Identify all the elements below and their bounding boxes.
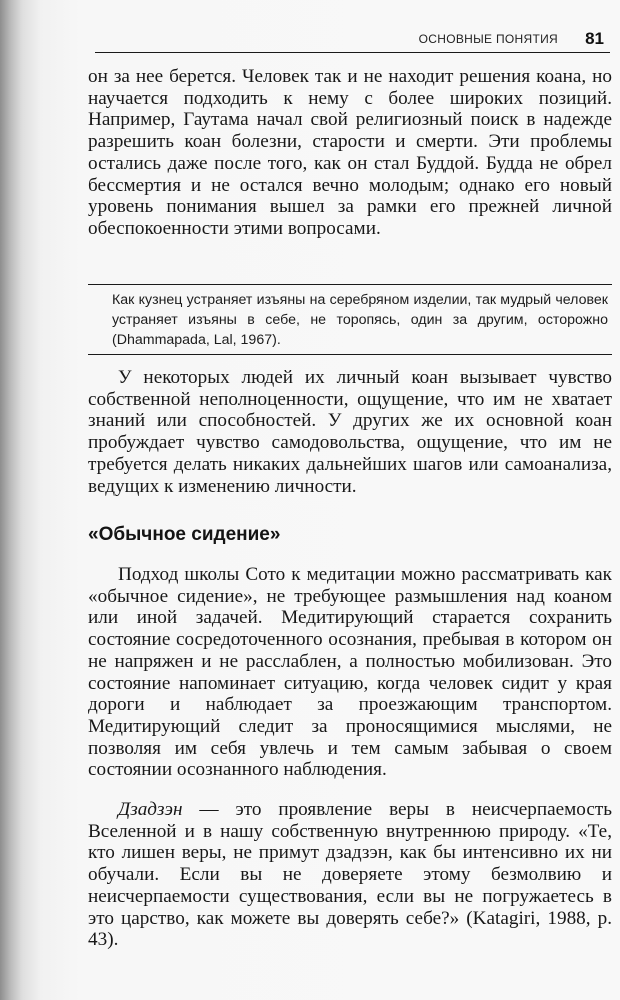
running-head [95, 30, 610, 53]
section-heading: «Обычное сидение» [88, 524, 281, 545]
page-number: 81 [585, 29, 604, 48]
running-head-title: ОСНОВНЫЕ ПОНЯТИЯ [418, 32, 558, 46]
body-paragraph-2: У некоторых людей их личный коан вызывает чувство собственной неполноценности, ощущение, что им не хватает знаний или способностей. У других же их основной коан пробуждает чувство самодовольства, ощущение, что им не требуется делать никаких дальнейших шагов или самоанализа, ведущих к изменению личности. [88, 367, 612, 497]
body-paragraph-3: Подход школы Сото к медитации можно рассматривать как «обычное сидение», не требующее размышления над коаном или иной задачей. Медитирующий старается сохранить состояние сосредоточенного осознания, пребывая в котором он не напряжен и не расслаблен, а полностью мобилизован. Это состояние напоминает ситуацию, когда человек сидит у края дороги и наблюдает за проезжающим транспортом. Медитирующий следит за проносящимися мыслями, не позволяя им себя увлечь и тем самым забывая о своем состоянии осознанного наблюдения. [88, 564, 612, 781]
body-paragraph-1: он за нее берется. Человек так и не находит решения коана, но научается подходить к нему с более широких позиций. Например, Гаутама начал свой религиозный поиск в надежде разрешить коан болезни, старости и смерти. Эти проблемы остались даже после того, как он стал Буддой. Будда не обрел бессмертия и не остался вечно молодым; однако его новый уровень понимания вышел за рамки его прежней личной обеспокоенности этими вопросами. [88, 66, 612, 239]
term-zazen: Дзадзэн [118, 799, 183, 820]
body-paragraph-4 [88, 799, 612, 951]
body-paragraph-4-text: — это проявление веры в неисчерпаемость Вселенной и в нашу собственную внутреннюю природу. «Те, кто лишен веры, не примут дзадзэн, как бы интенсивно их ни обучали. Если вы не доверяете этому безмолвию и неисчерпаемости существования, если вы не погружаетесь в это царство, как можете вы доверять себе?» (Katagiri, 1988, p. 43). [88, 799, 612, 951]
epigraph-quote-box [88, 284, 612, 355]
epigraph-quote-text: Как кузнец устраняет изъяны на серебряном изделии, так мудрый человек устраняет изъяны в себе, не торопясь, один за другим, осторожно (Dhammapada, Lal, 1967). [112, 292, 608, 348]
